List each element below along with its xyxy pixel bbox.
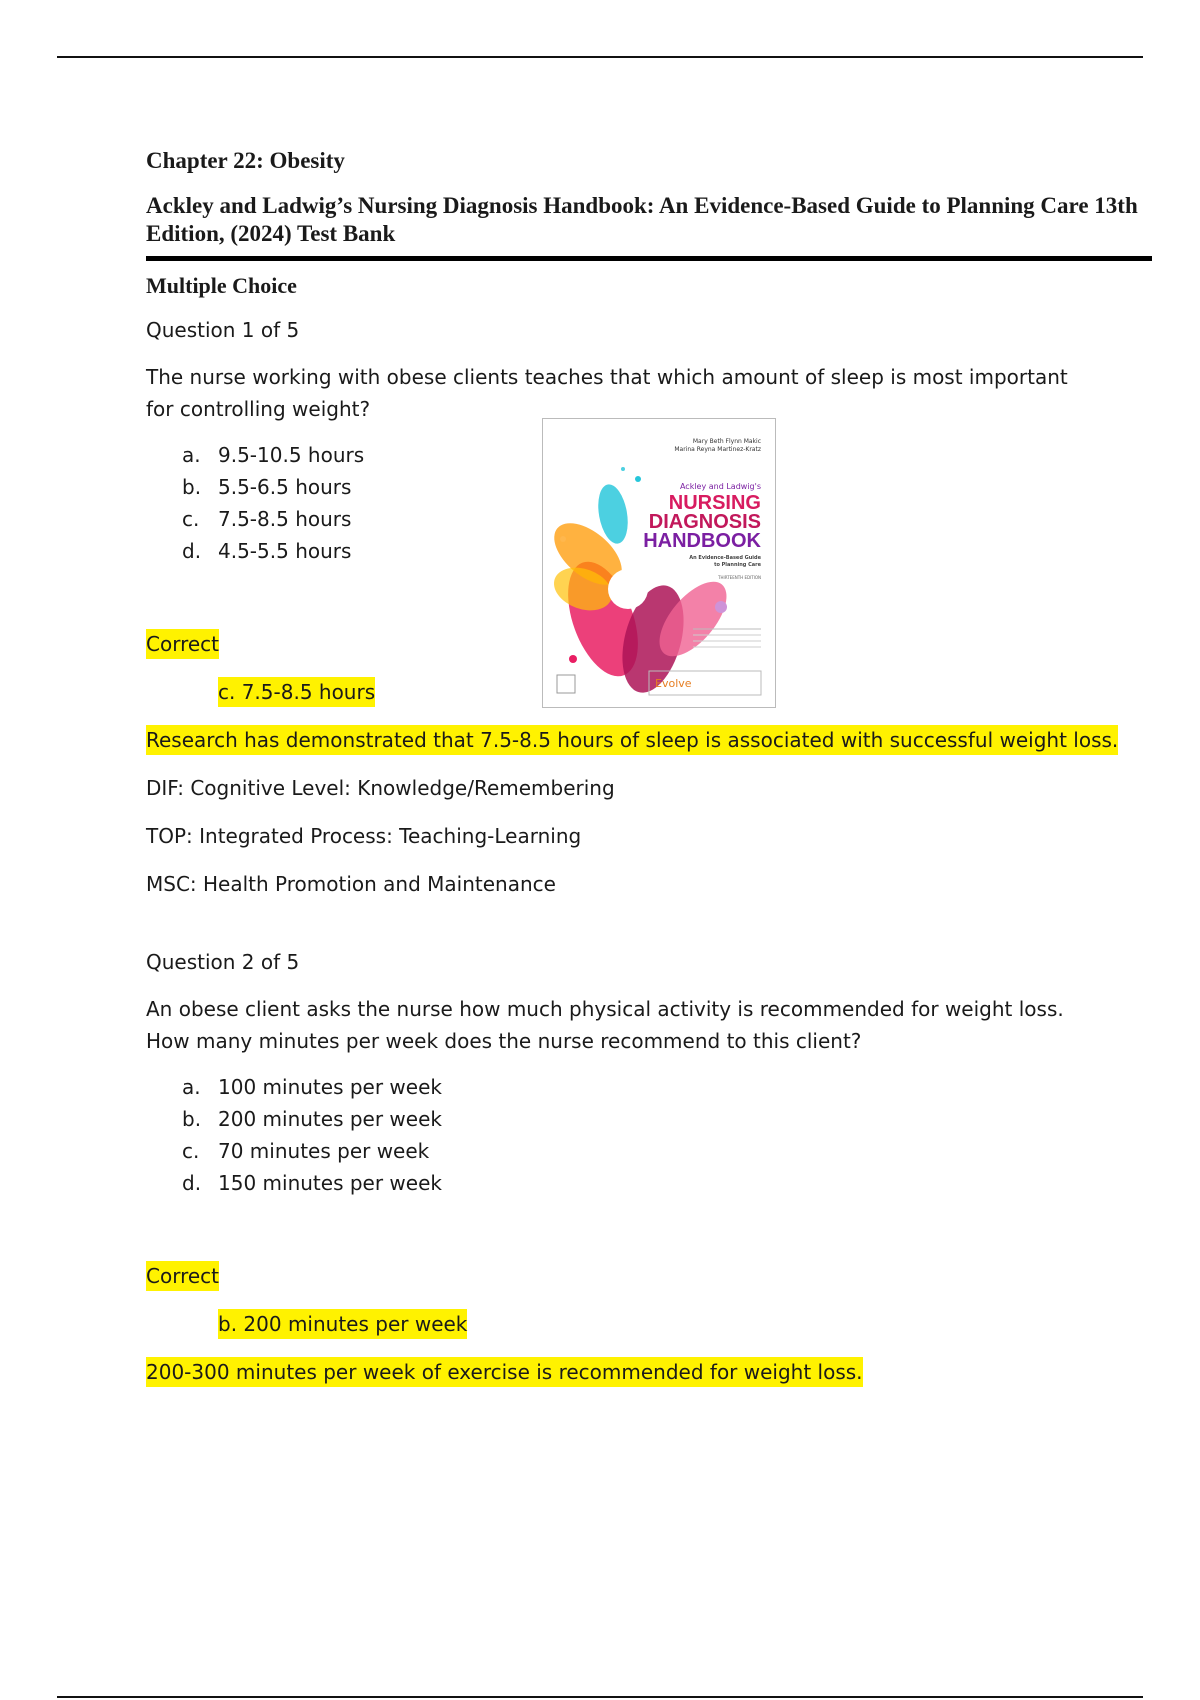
title-divider [146,256,1152,261]
question-2 [146,947,1152,1387]
option-b [182,1103,1152,1135]
option-letter: d. [182,539,202,563]
option-letter: c. [182,1139,200,1163]
option-text: 200 minutes per week [218,1107,442,1131]
question-number: Question 2 of 5 [146,950,300,974]
cover-series: Ackley and Ladwig's [679,482,761,491]
topic-meta: TOP: Integrated Process: Teaching-Learning [146,824,582,848]
rationale: 200-300 minutes per week of exercise is recommended for weight loss. [146,1357,863,1387]
book-cover-image [542,418,776,708]
cover-author-1: Mary Beth Flynn Makic [692,438,761,445]
option-letter: b. [182,475,202,499]
cover-subtitle-2: to Planning Care [714,562,761,568]
book-cover-art [543,419,775,707]
chapter-heading: Chapter 22: Obesity [146,148,345,173]
question-text: An obese client asks the nurse how much physical activity is recommended for weight loss. How many minutes per week does the nurse recommend to this client? [146,997,1064,1053]
evolve-badge: Evolve [655,677,692,690]
page-bottom-rule [57,1696,1143,1698]
option-letter: c. [182,507,200,531]
option-text: 7.5-8.5 hours [218,507,352,531]
cover-edition: THIRTEENTH EDITION [718,575,761,580]
option-letter: b. [182,1107,202,1131]
document-page [146,140,1152,1387]
correct-answer: c. 7.5-8.5 hours [218,677,375,707]
option-text: 4.5-5.5 hours [218,539,352,563]
option-letter: d. [182,1171,202,1195]
cover-title-1: NURSING [668,492,761,514]
page-top-rule [57,56,1143,58]
option-text: 150 minutes per week [218,1171,442,1195]
option-letter: a. [182,1075,201,1099]
section-heading: Multiple Choice [146,273,297,298]
correct-label: Correct [146,629,219,659]
cover-title-3: HANDBOOK [643,530,761,552]
client-needs-meta: MSC: Health Promotion and Maintenance [146,872,556,896]
option-text: 5.5-6.5 hours [218,475,352,499]
cover-subtitle-1: An Evidence-Based Guide [689,555,761,561]
correct-label: Correct [146,1261,219,1291]
question-text: The nurse working with obese clients teaches that which amount of sleep is most important for controlling weight? [146,365,1068,421]
cover-author-2: Marina Reyna Martinez-Kratz [674,446,761,453]
rationale: Research has demonstrated that 7.5-8.5 hours of sleep is associated with successful weight loss. [146,725,1118,755]
option-a [182,1071,1152,1103]
answer-options [146,1071,1152,1199]
option-c [182,1135,1152,1167]
option-d [182,1167,1152,1199]
difficulty-meta: DIF: Cognitive Level: Knowledge/Remembering [146,776,615,800]
question-number: Question 1 of 5 [146,318,300,342]
cover-title-2: DIAGNOSIS [648,511,761,533]
correct-answer: b. 200 minutes per week [218,1309,467,1339]
option-text: 100 minutes per week [218,1075,442,1099]
option-letter: a. [182,443,201,467]
option-text: 9.5-10.5 hours [218,443,365,467]
book-title: Ackley and Ladwig’s Nursing Diagnosis Handbook: An Evidence-Based Guide to Planning Care 13th Edition, (2024) Test Bank [146,193,1138,246]
option-text: 70 minutes per week [218,1139,430,1163]
